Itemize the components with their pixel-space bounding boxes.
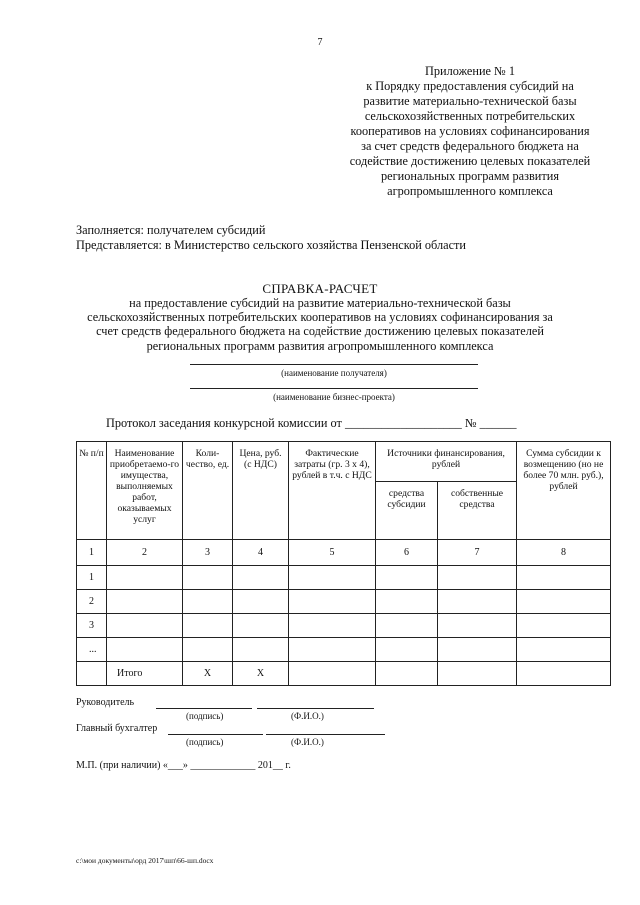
table-cell[interactable] [376,566,438,590]
total-qty-mark: Х [183,662,233,686]
table-cell[interactable] [438,566,517,590]
recipient-name-line[interactable] [190,364,478,365]
calculation-table [76,441,611,686]
table-cell[interactable] [183,614,233,638]
appendix-line: кооперативов на условиях софинансирования [350,124,590,138]
table-row [77,614,611,638]
appendix-line: за счет средств федерального бюджета на [361,139,579,153]
table-cell[interactable] [183,638,233,662]
table-cell[interactable] [517,638,611,662]
table-cell[interactable] [517,590,611,614]
table-cell[interactable] [376,614,438,638]
header-own-funds: собственные средства [438,482,517,540]
project-caption: (наименование бизнес-проекта) [273,392,395,402]
project-name-line[interactable] [190,388,478,389]
column-number: 2 [107,540,183,566]
head-name-caption: (Ф.И.О.) [291,711,324,721]
column-number: 4 [233,540,289,566]
table-cell[interactable] [517,614,611,638]
recipient-caption: (наименование получателя) [281,368,387,378]
protocol-line: Протокол заседания конкурсной комиссии от ___________________ № ______ [106,416,517,430]
column-number: 6 [376,540,438,566]
column-number: 5 [289,540,376,566]
column-number: 8 [517,540,611,566]
subtitle-line: региональных программ развития агропромышленного комплекса [146,338,494,353]
stamp-date-line: М.П. (при наличии) «___» _____________ 201__ г. [76,760,291,771]
subtitle-line: сельскохозяйственных потребительских кооперативов на условиях софинансирования за [87,310,553,325]
appendix-line: к Порядку предоставления субсидий на [366,79,574,93]
column-number: 7 [438,540,517,566]
header-funding-sources: Источники финансирования, рублей [376,442,517,482]
table-cell[interactable] [438,614,517,638]
table-row [77,566,611,590]
column-numbers-row [77,540,611,566]
column-number: 3 [183,540,233,566]
column-number: 1 [77,540,107,566]
table-cell[interactable] [107,638,183,662]
header-subsidy-funds: средства субсидии [376,482,438,540]
table-cell[interactable] [183,566,233,590]
head-signature-line[interactable] [156,708,252,709]
table-cell[interactable] [107,566,183,590]
accountant-sign-caption: (подпись) [186,737,224,747]
table-cell[interactable] [438,638,517,662]
table-cell [77,662,107,686]
table-cell[interactable] [289,662,376,686]
table-cell[interactable] [438,662,517,686]
header-num: № п/п [77,442,107,540]
table-cell[interactable] [517,566,611,590]
total-row [77,662,611,686]
appendix-line: региональных программ развития [381,169,559,183]
total-label: Итого [107,662,183,686]
head-name-line[interactable] [257,708,374,709]
table-row [77,638,611,662]
table-cell[interactable] [233,590,289,614]
header-reimbursement: Сумма субсидии к возмещению (но не более 70 млн. руб.), рублей [517,442,611,540]
appendix-line: сельскохозяйственных потребительских [364,109,576,123]
appendix-title: Приложение № 1 [424,64,516,78]
total-price-mark: Х [233,662,289,686]
header-price: Цена, руб. (с НДС) [233,442,289,540]
subtitle-line: на предоставление субсидий на развитие материально-технической базы [129,296,511,310]
table-cell[interactable] [289,566,376,590]
filled-by-text: Заполняется: получателем субсидий [76,223,266,237]
table-cell[interactable] [107,614,183,638]
row-number: ... [77,638,107,662]
table-cell[interactable] [517,662,611,686]
subtitle-line: счет средств федерального бюджета на содействие достижению целевых показателей [96,324,544,339]
table-cell[interactable] [376,590,438,614]
header-name: Наименование приобретаемо-го имущества, выполняемых работ, оказываемых услуг [107,442,183,540]
accountant-label: Главный бухгалтер [76,723,158,734]
table-row [77,590,611,614]
row-number: 2 [77,590,107,614]
form-title: СПРАВКА-РАСЧЕТ [262,281,378,296]
head-label: Руководитель [76,697,135,708]
head-sign-caption: (подпись) [186,711,224,721]
table-cell[interactable] [289,590,376,614]
submitted-to-text: Представляется: в Министерство сельского хозяйства Пензенской области [76,238,467,252]
file-path: c:\мои документы\орд 2017\шп\66-шп.docx [76,856,214,865]
accountant-name-line[interactable] [266,734,385,735]
accountant-signature-line[interactable] [168,734,263,735]
page-number: 7 [317,37,323,48]
row-number: 3 [77,614,107,638]
table-cell[interactable] [376,638,438,662]
table-cell[interactable] [233,638,289,662]
row-number: 1 [77,566,107,590]
accountant-name-caption: (Ф.И.О.) [291,737,324,747]
appendix-line: агропромышленного комплекса [387,184,553,198]
header-actual-costs: Фактические затраты (гр. 3 х 4), рублей в т.ч. с НДС [289,442,376,540]
appendix-block [325,64,615,199]
table-cell[interactable] [233,614,289,638]
header-qty: Коли-чество, ед. [183,442,233,540]
table-cell[interactable] [233,566,289,590]
table-cell[interactable] [289,614,376,638]
appendix-line: развитие материально-технической базы [363,94,577,108]
appendix-line: содействие достижению целевых показателей [349,154,591,168]
fill-info [76,223,466,253]
table-cell[interactable] [438,590,517,614]
form-subtitle [40,296,600,353]
table-cell[interactable] [107,590,183,614]
table-cell[interactable] [183,590,233,614]
table-cell[interactable] [289,638,376,662]
table-cell[interactable] [376,662,438,686]
